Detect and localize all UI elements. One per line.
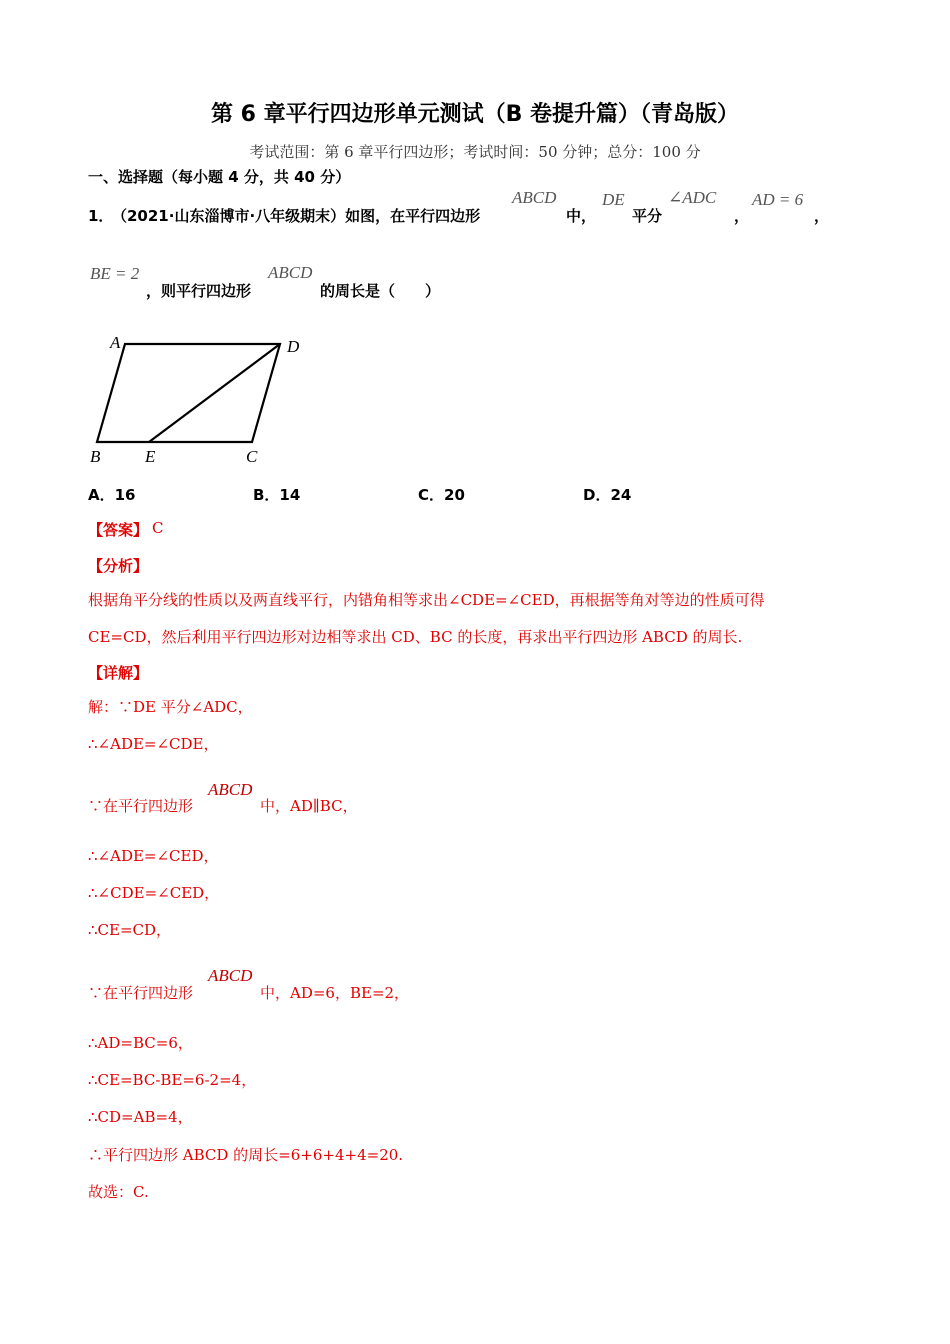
option-a: A．16 [88, 486, 136, 504]
solution-step: ∵在平行四边形 [88, 984, 194, 1002]
solution-step: 故选：C. [88, 1183, 149, 1201]
solution-step: 解：∵DE 平分∠ADC， [88, 698, 253, 716]
math-abcd: ABCD [208, 780, 253, 799]
math-be-2: BE = 2 [90, 264, 140, 283]
section-heading: 一、选择题（每小题 4 分，共 40 分） [88, 168, 351, 186]
label-d: D [287, 337, 300, 356]
solution-step: ∴∠ADE=∠CED， [88, 847, 219, 865]
answer-tag: 【答案】 [88, 521, 149, 539]
question-text: 平分 [632, 207, 663, 225]
exam-info: 考试范围：第 6 章平行四边形；考试时间：50 分钟；总分：100 分 [249, 143, 701, 161]
parallelogram-abcd [97, 344, 280, 442]
option-c: C．20 [418, 486, 465, 504]
analysis-line: 根据角平分线的性质以及两直线平行，内错角相等求出∠CDE=∠CED，再根据等角对等边的性质可得 [88, 591, 765, 609]
solution-step: ∴平行四边形 ABCD 的周长=6+6+4+4=20. [88, 1146, 404, 1164]
detail-tag: 【详解】 [88, 664, 149, 682]
question-source: （2021·山东淄博市·八年级期末）如图，在平行四边形 [112, 207, 481, 225]
solution-step: ∴CE=CD， [88, 921, 172, 939]
solution-step: ∵在平行四边形 [88, 797, 194, 815]
math-de: DE [602, 190, 625, 209]
question-text: 的周长是（ ） [320, 282, 441, 300]
label-c: C [246, 447, 258, 466]
parallelogram-figure [80, 330, 320, 470]
solution-step: ∴CE=BC-BE=6-2=4， [88, 1071, 257, 1089]
solution-step: 中，AD=6，BE=2， [260, 984, 410, 1002]
analysis-line: CE=CD，然后利用平行四边形对边相等求出 CD、BC 的长度，再求出平行四边形 ABCD 的周长. [88, 628, 743, 646]
option-d: D．24 [583, 486, 632, 504]
math-abcd: ABCD [268, 263, 313, 282]
math-abcd: ABCD [208, 966, 253, 985]
question-number: 1． [88, 207, 114, 225]
solution-step: ∴∠ADE=∠CDE， [88, 735, 219, 753]
analysis-tag: 【分析】 [88, 557, 149, 575]
question-text: ， [734, 207, 750, 225]
question-text: ，则平行四边形 [146, 282, 252, 300]
solution-step: ∴∠CDE=∠CED， [88, 884, 220, 902]
solution-step: ∴AD=BC=6， [88, 1034, 193, 1052]
solution-step: ∴CD=AB=4， [88, 1108, 193, 1126]
label-e: E [145, 447, 156, 466]
question-text: 中， [566, 207, 597, 225]
option-b: B．14 [253, 486, 301, 504]
question-text: ， [814, 207, 830, 225]
math-abcd: ABCD [512, 188, 557, 207]
math-ad-6: AD = 6 [752, 190, 804, 209]
math-angle-adc: ∠ADC [668, 188, 717, 207]
page-title: 第 6 章平行四边形单元测试（B 卷提升篇）（青岛版） [210, 102, 740, 127]
label-a: A [110, 333, 121, 352]
answer-value: C [152, 519, 164, 537]
solution-step: 中，AD∥BC， [260, 797, 358, 815]
segment-de [149, 344, 280, 442]
label-b: B [90, 447, 101, 466]
